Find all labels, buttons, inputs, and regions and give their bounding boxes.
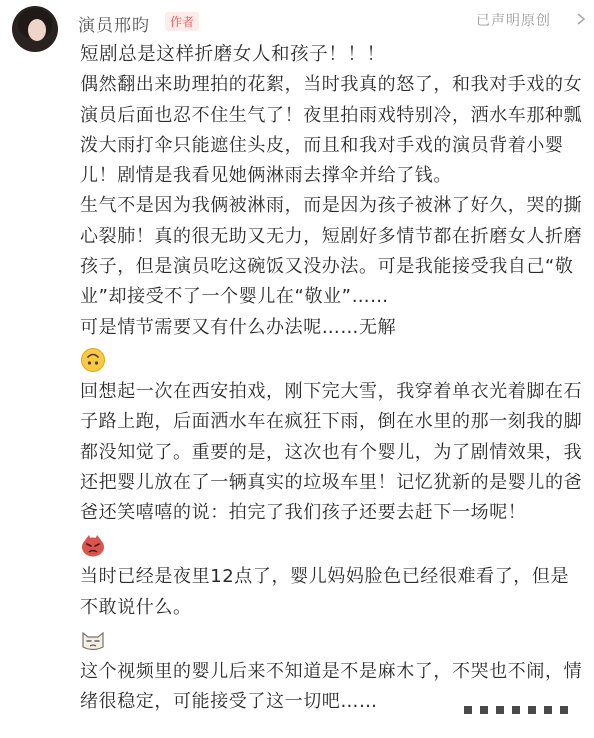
emoji-row-2	[80, 528, 586, 562]
dot	[496, 706, 504, 714]
post-paragraph-5: 当时已经是夜里12点了，婴儿妈妈脸色已经很难看了，但是不敢说什么。	[80, 566, 570, 618]
post-content	[80, 40, 586, 718]
bottom-fade	[0, 718, 594, 738]
dot	[528, 706, 536, 714]
author-name[interactable]: 演员邢昀	[78, 16, 150, 36]
post-title: 短剧总是这样折磨女人和孩子！！！	[80, 44, 386, 65]
dot	[480, 706, 488, 714]
avatar[interactable]	[12, 6, 58, 52]
avatar-face	[28, 19, 46, 41]
more-options-icon[interactable]	[464, 706, 568, 714]
post-paragraph-3: 可是情节需要又有什么办法呢……无解	[80, 316, 397, 338]
chevron-right-icon[interactable]	[574, 12, 588, 26]
emoji-row-1	[80, 343, 586, 377]
author-badge: 作者	[165, 12, 199, 31]
post-paragraph-2: 生气不是因为我俩被淋雨，而是因为孩子被淋了好久，哭的撕心裂肺！真的很无助又无力，短剧好多情节都在折磨女人折磨孩子，但是演员吃这碗饭又没办法。可是我能接受我自己“敬业”却接受不了一个婴儿在“敬业”……	[80, 195, 583, 308]
emoji-row-3	[80, 623, 586, 657]
angry-face-icon	[80, 532, 106, 558]
dot	[512, 706, 520, 714]
original-claim-label[interactable]: 已声明原创	[476, 13, 551, 29]
dot	[544, 706, 552, 714]
upside-down-face-icon	[80, 347, 106, 373]
post-paragraph-1: 偶然翻出来助理拍的花絮，当时我真的怒了，和我对手戏的女演员后面也忍不住生气了！夜里拍雨戏特别冷，洒水车那种瓢泼大雨打伞只能遮住头皮，而且和我对手戏的演员背着小婴儿！剧情是我看见她俩淋雨去撑伞并给了钱。	[80, 74, 583, 187]
post-paragraph-4: 回想起一次在西安拍戏，刚下完大雪，我穿着单衣光着脚在石子路上跑，后面洒水车在疯狂下雨，倒在水里的那一刻我的脚都没知觉了。重要的是，这次也有个婴儿，为了剧情效果，我还把婴儿放在了一辆真实的垃圾车里！记忆犹新的是婴儿的爸爸还笑嘻嘻的说：拍完了我们孩子还要去赶下一场呢！	[80, 380, 583, 524]
dot	[464, 706, 472, 714]
post-header	[0, 0, 594, 44]
post-paragraph-6: 这个视频里的婴儿后来不知道是不是麻木了，不哭也不闹，情绪很稳定，可能接受了这一切吧……	[80, 661, 583, 713]
speechless-cat-icon	[80, 627, 106, 653]
dot	[560, 706, 568, 714]
